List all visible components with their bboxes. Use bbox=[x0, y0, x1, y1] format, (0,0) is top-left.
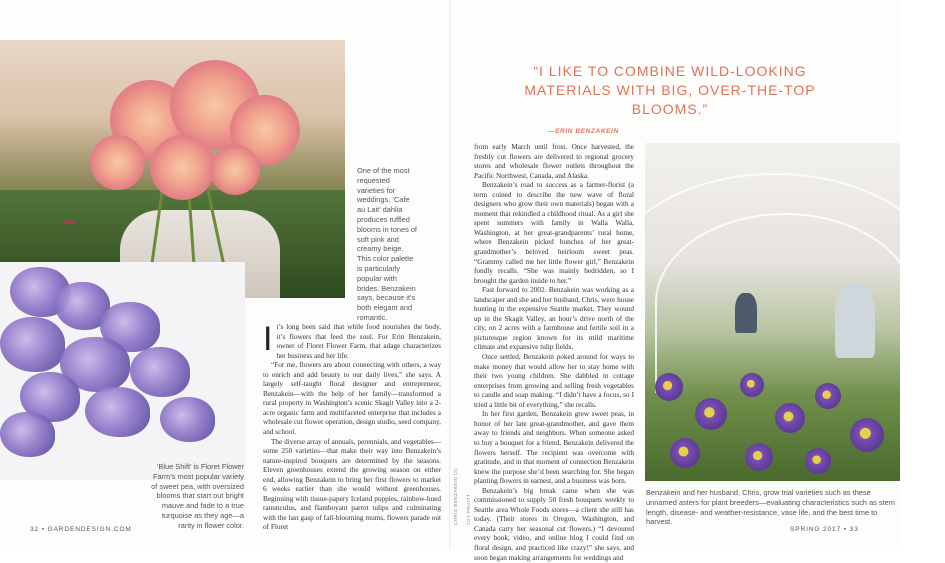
article-paragraph: Benzakein’s road to success as a farmer-florist (a term coined to describe the new wave of floral designers who grow their own materials) began with a moment that rekindled a childhood ritual. As a girl she spent summers with family in Walla Walla, Washington, at her great-grandparents’ rural home, where Benzakein picked bunches of her great-grandmother’s beloved heirloom sweet peas. “Grammy called me her little flower girl,” Benzakein fondly recalls. “She was mainly bedridden, so I brought the garden inside to her.” bbox=[474, 181, 634, 285]
aster-flower bbox=[740, 373, 764, 397]
article-paragraph: It’s long been said that while food nourishes the body, it’s flowers that feed the soul. For Erin Benzakein, owner of Floret Flower Farm, that adage characterizes her business and her life. bbox=[263, 320, 441, 360]
folio-left: 32 • GARDENDESIGN.COM bbox=[30, 526, 132, 533]
article-paragraph: Once settled, Benzakein poked around for ways to make money that would allow her to stay home with their two young children. She dabbled in cottage enterprises from growing and selling fresh vegetables to candle and soap making. “I didn’t have a focus, so I tried a little bit of everything,” she recalls. bbox=[474, 353, 634, 409]
dahlia-bloom bbox=[90, 135, 145, 190]
sweet-pea-blossom bbox=[130, 347, 190, 397]
worker-figure bbox=[835, 283, 875, 358]
article-paragraph: Benzakein’s big break came when she was commissioned to supply 50 fresh bouquets weekly to Seattle area Whole Foods stores—a client she still has today. (Their stores in Oregon, Washington, and Canada carry her seasonal cut flowers.) “I devoured every book, video, and online blog I could find on floral design, and practiced like crazy!” she says, and soon began making arrangements for weddings and bbox=[474, 486, 634, 562]
sweet-pea-blossom bbox=[0, 317, 65, 372]
dahlia-caption: One of the most requested varieties for weddings, ‘Cafe au Lait’ dahlia produces ruffled blooms in tones of soft pink and creamy beige. This color palette is particularly popular with brides. Benzakein says, because it’s both elegant and romantic. bbox=[357, 166, 417, 322]
photo-credit-left: CHRIS BENZAKEIN (2) bbox=[453, 467, 458, 525]
pull-quote-attribution: —ERIN BENZAKEIN bbox=[548, 128, 619, 135]
aster-flower bbox=[815, 383, 841, 409]
drop-cap: I bbox=[263, 320, 273, 358]
aster-flower bbox=[805, 448, 831, 474]
dahlia-bouquet-photo bbox=[0, 40, 345, 298]
pull-quote: “I LIKE TO COMBINE WILD-LOOKING MATERIALS WITH BIG, OVER-THE-TOP BLOOMS.” bbox=[524, 63, 816, 117]
article-column-2 bbox=[474, 143, 634, 563]
dahlia-bloom bbox=[210, 145, 260, 195]
sweet-pea-caption: ‘Blue Shift’ is Floret Flower Farm’s most popular variety of sweet pea, with oversized blooms that start out bright mauve and fade to a true turquoise as they age—a rarity in flower color. bbox=[151, 462, 244, 530]
page-gutter bbox=[449, 0, 451, 550]
article-paragraph: from early March until frost. Once harvested, the freshly cut flowers are delivered to regional grocery stores and wholesale flower outlets throughout the Pacific Northwest, Canada, and Alaska. bbox=[474, 143, 634, 180]
aster-flower bbox=[655, 373, 683, 401]
sweet-pea-blossom bbox=[160, 397, 215, 442]
article-column-1 bbox=[263, 320, 441, 533]
folio-right: SPRING 2017 • 33 bbox=[790, 526, 859, 533]
aster-flower bbox=[850, 418, 884, 452]
article-paragraph: The diverse array of annuals, perennials, and vegetables—some 250 varieties—that make their way into Benzakein’s nature-inspired bouquets are determined by the seasons. Eleven greenhouses extend the growing season on either end, allowing Benzakein to bring her first flowers to market 6 weeks earlier than she would without greenhouses. Beginning with tissue-papery Iceland poppies, rainbow-hued ranunculus, and flamboyant parrot tulips and culminating with the last gasp of fall-blooming mums, flowers parade out of Floret bbox=[263, 437, 441, 532]
greenhouse-hoop bbox=[655, 213, 915, 393]
article-paragraph: In her first garden, Benzakein grew sweet peas, in honor of her late great-grandmother, and gave them away to friends and neighbors. When someone asked to buy a bouquet for a friend, Benzakein delivered the flowers herself. The recipient was overcome with gratitude, and in that moment of connection Benzakein knew the purpose she’d been searching for. She began planting flowers in earnest, and a business was born. bbox=[474, 410, 634, 486]
aster-flower bbox=[695, 398, 727, 430]
article-paragraph: Fast forward to 2002. Benzakein was working as a landscaper and she and her husband, Chris, were house hunting in the expensive Seattle market. They wound up in the Skagit Valley, an hour’s drive north of the city, on 2 acres with a farmhouse and fertile soil in a picturesque region known for its mild maritime climate and expansive tulip fields. bbox=[474, 286, 634, 352]
aster-flower bbox=[745, 443, 773, 471]
sweet-pea-blossom bbox=[85, 387, 150, 437]
aster-flower bbox=[670, 438, 700, 468]
greenhouse-photo bbox=[645, 143, 900, 481]
sweet-pea-blossom bbox=[0, 412, 55, 457]
aster-flower bbox=[775, 403, 805, 433]
greenhouse-caption: Benzakein and her husband, Chris, grow trial varieties such as these unnamed asters for plant breeders—evaluating characteristics such as stem length, disease- and weather-resistance, vase life, and the best time to harvest. bbox=[646, 488, 895, 527]
sweet-pea-photo bbox=[0, 262, 245, 480]
article-paragraph: “For me, flowers are about connecting with others, a way to enrich and add beauty to our daily lives,” she says. A largely self-taught floral designer and entrepreneur, Benzakein—with the help of her family—transformed a rural property in Washington’s scenic Skagit Valley into a 2-acre organic farm and multifaceted enterprise that includes a wholesale cut flower operation, design studio, seed company, and school. bbox=[263, 361, 441, 437]
worker-figure bbox=[735, 293, 757, 333]
photo-credit-right: JOY PRUITT bbox=[466, 493, 471, 525]
dahlia-bloom bbox=[150, 135, 215, 200]
